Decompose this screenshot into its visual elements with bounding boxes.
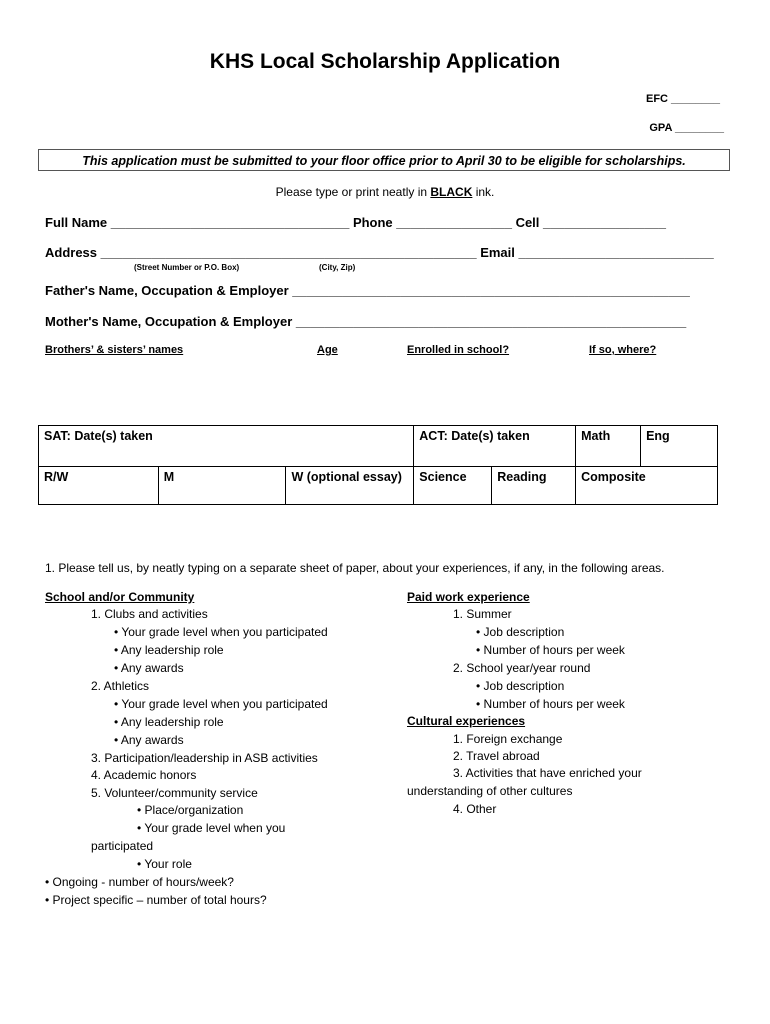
rw-cell[interactable]: R/W: [39, 467, 159, 505]
address-email-row[interactable]: Address ____________________________________________________ Email ___________________________: [45, 245, 714, 260]
list-item: 4. Other: [453, 802, 497, 816]
cultural-heading: Cultural experiences: [407, 714, 526, 728]
math-cell[interactable]: Math: [576, 426, 641, 467]
name-phone-cell-row[interactable]: Full Name _________________________________ Phone ________________ Cell _________________: [45, 215, 666, 230]
list-item: • Project specific – number of total hours?: [45, 893, 267, 907]
list-item: 3. Participation/leadership in ASB activities: [91, 751, 318, 765]
list-item: • Job description: [476, 679, 565, 693]
composite-cell[interactable]: Composite: [576, 467, 718, 505]
address-hint-street: (Street Number or P.O. Box): [134, 263, 240, 272]
siblings-where-header: If so, where?: [589, 344, 657, 356]
list-item: • Any leadership role: [114, 715, 224, 729]
efc-field[interactable]: EFC ________: [646, 93, 720, 105]
siblings-age-header: Age: [317, 344, 338, 356]
list-item: 2. Travel abroad: [453, 749, 540, 763]
mother-field[interactable]: Mother's Name, Occupation & Employer ______________________________________________________: [45, 314, 687, 329]
m-cell[interactable]: M: [158, 467, 286, 505]
list-item: 1. Foreign exchange: [453, 732, 563, 746]
instruction-text: Please type or print neatly in: [275, 185, 431, 199]
act-dates-cell[interactable]: ACT: Date(s) taken: [414, 426, 576, 467]
paid-work-heading: Paid work experience: [407, 590, 530, 604]
sat-dates-cell[interactable]: SAT: Date(s) taken: [39, 426, 414, 467]
list-item: 2. School year/year round: [453, 661, 591, 675]
list-item: • Any awards: [114, 661, 184, 675]
page-title: KHS Local Scholarship Application: [209, 50, 561, 73]
list-item: 5. Volunteer/community service: [91, 786, 258, 800]
instruction-end: ink.: [472, 185, 495, 199]
gpa-field[interactable]: GPA ________: [649, 122, 724, 134]
science-cell[interactable]: Science: [414, 467, 492, 505]
list-item: • Your role: [137, 857, 192, 871]
list-item: • Ongoing - number of hours/week?: [45, 875, 234, 889]
list-item: • Any leadership role: [114, 643, 224, 657]
list-item: • Your grade level when you participated: [114, 625, 328, 639]
siblings-names-header: Brothers’ & sisters’ names: [45, 344, 184, 356]
address-hint-city: (City, Zip): [319, 263, 356, 272]
list-item: 1. Clubs and activities: [91, 607, 208, 621]
list-item: 4. Academic honors: [91, 768, 197, 782]
w-essay-cell[interactable]: W (optional essay): [286, 467, 414, 505]
reading-cell[interactable]: Reading: [492, 467, 576, 505]
list-item: • Your grade level when you: [137, 821, 286, 835]
question-1: 1. Please tell us, by neatly typing on a separate sheet of paper, about your experiences, if any, in the following areas.: [45, 561, 665, 575]
list-item: 2. Athletics: [91, 679, 150, 693]
list-item: 1. Summer: [453, 607, 512, 621]
list-item: • Job description: [476, 625, 565, 639]
father-field[interactable]: Father's Name, Occupation & Employer _______________________________________________________: [45, 283, 690, 298]
siblings-enrolled-header: Enrolled in school?: [407, 344, 510, 356]
list-item: • Number of hours per week: [476, 697, 625, 711]
list-item: • Number of hours per week: [476, 643, 625, 657]
eng-cell[interactable]: Eng: [641, 426, 718, 467]
list-item: • Your grade level when you participated: [114, 697, 328, 711]
list-item: • Place/organization: [137, 803, 244, 817]
instruction-black: BLACK: [430, 185, 473, 199]
school-community-heading: School and/or Community: [45, 590, 195, 604]
list-item: • Any awards: [114, 733, 184, 747]
test-scores-table: [38, 425, 718, 505]
list-item: participated: [91, 839, 154, 853]
submission-notice: This application must be submitted to your floor office prior to April 30 to be eligible for scholarships.: [38, 149, 730, 171]
ink-instruction: [0, 185, 770, 199]
list-item: 3. Activities that have enriched your: [453, 766, 642, 780]
list-item: understanding of other cultures: [407, 784, 573, 798]
